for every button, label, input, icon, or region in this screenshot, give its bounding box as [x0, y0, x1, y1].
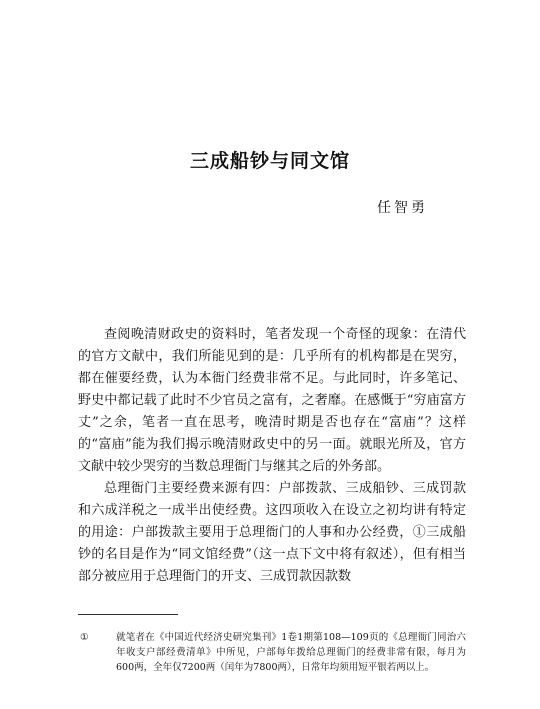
footnote-divider — [78, 614, 178, 615]
paragraph: 总理衙门主要经费来源有四：户部拨款、三成船钞、三成罚款和六成洋税之一成半出使经费。这四项收入在设立之初均讲有特定的用途：户部拨款主要用于总理衙门的人事和办公经费，①三成船钞的名目是作为“同文馆经费”（这一点下文中将有叙述），但有相当部分被应用于总理衙门的开支、三成罚款因款数 — [78, 481, 466, 584]
author-name: 任智勇 — [377, 200, 428, 216]
paragraph: 查阅晚清财政史的资料时，笔者发现一个奇怪的现象：在清代的官方文献中，我们所能见到的是：几乎所有的机构都是在哭穷，都在催要经费，认为本衙门经费非常不足。与此同时，许多笔记、野史中都记载了此时不少官员之富有，之奢靡。在感慨于“穷庙富方丈”之余，笔者一直在思考，晚清时期是否也存在“富庙”？这样的“富庙”能为我们揭示晚清财政史中的另一面。就眼光所及，官方文献中较少哭穷的当数总理衙门与继其之后的外务部。 — [78, 327, 466, 474]
footnote-text: 就笔者在《中国近代经济史研究集刊》1卷1期第108—109页的《总理衙门同治六年收支户部经费清单》中所见，户部每年拨给总理衙门的经费非常有限，每月为600两，全年仅7200两（闰年为7800两），日常年均须用短平银若两以上。 — [116, 632, 466, 673]
footnote-mark: ① — [80, 632, 89, 643]
article-body — [78, 324, 466, 588]
footnote — [78, 630, 466, 675]
article-title: 三成船钞与同文馆 — [189, 150, 350, 172]
